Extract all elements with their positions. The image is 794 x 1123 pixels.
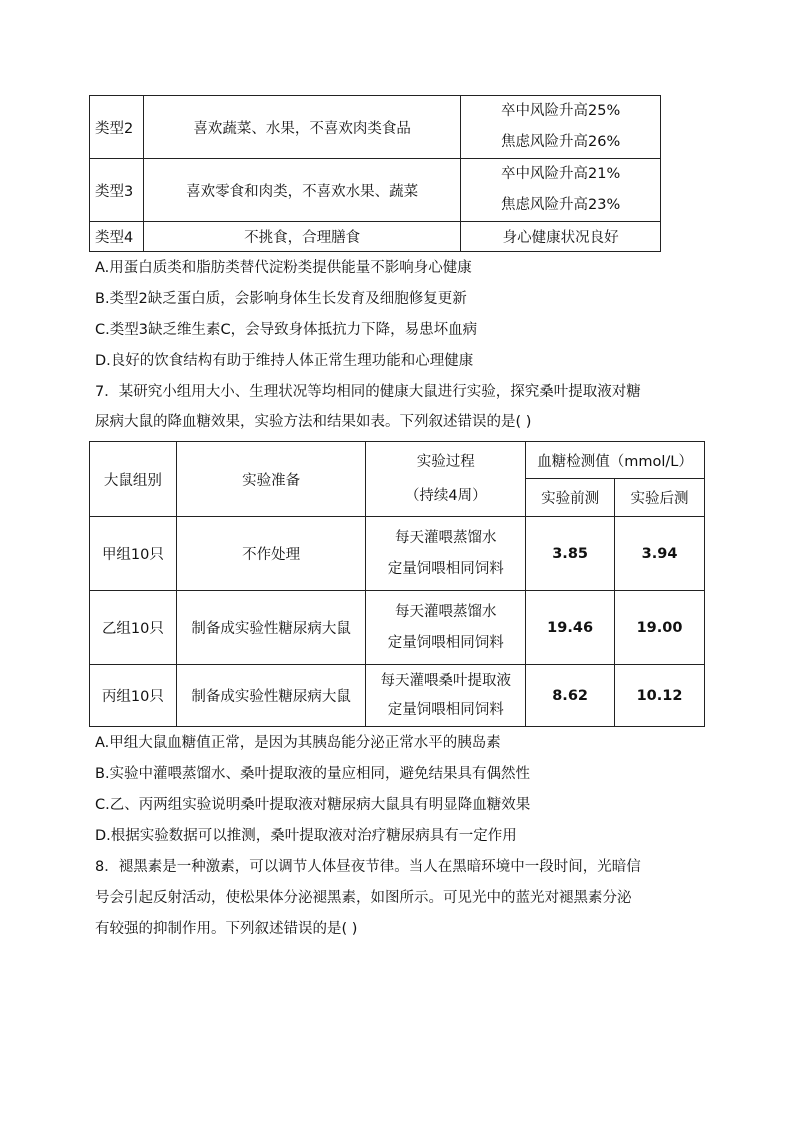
after-value: 10.12 <box>615 665 705 727</box>
process-cell <box>366 517 526 591</box>
effect-line: 焦虑风险升高23% <box>501 197 621 213</box>
header-glucose: 血糖检测值（mmol/L） <box>526 442 705 479</box>
effect-line: 卒中风险升高25% <box>501 103 621 119</box>
table-row <box>90 517 705 591</box>
process-cell <box>366 665 526 727</box>
header-process-title: 实验过程 <box>416 454 475 470</box>
question-8-stem: 8．褪黑素是一种激素，可以调节人体昼夜节律。当人在黑暗环境中一段时间，光暗信 <box>95 859 641 875</box>
table-row <box>90 591 705 665</box>
option-a: A.用蛋白质类和脂肪类替代淀粉类提供能量不影响身心健康 <box>95 260 472 276</box>
table-header-row <box>90 442 705 479</box>
type-cell: 类型3 <box>90 159 144 222</box>
header-before: 实验前测 <box>526 479 615 517</box>
after-value: 3.94 <box>615 517 705 591</box>
effect-cell <box>461 159 661 222</box>
header-process-duration: （持续4周） <box>404 488 487 504</box>
option-d: D.根据实验数据可以推测，桑叶提取液对治疗糖尿病具有一定作用 <box>95 828 517 844</box>
option-b: B.实验中灌喂蒸馏水、桑叶提取液的量应相同，避免结果具有偶然性 <box>95 766 531 782</box>
header-process <box>366 442 526 517</box>
process-line: 定量饲喂相同饲料 <box>387 634 504 651</box>
header-prep: 实验准备 <box>176 442 366 517</box>
process-cell <box>366 591 526 665</box>
type-cell: 类型2 <box>90 96 144 159</box>
process-line: 定量饲喂相同饲料 <box>387 560 504 577</box>
table-row <box>90 222 661 252</box>
effect-line: 焦虑风险升高26% <box>501 134 621 150</box>
effect-cell: 身心健康状况良好 <box>461 222 661 252</box>
header-after: 实验后测 <box>615 479 705 517</box>
table-row <box>90 665 705 727</box>
question-8-stem: 有较强的抑制作用。下列叙述错误的是( ) <box>95 921 358 937</box>
table-row <box>90 96 661 159</box>
process-line: 每天灌喂蒸馏水 <box>395 529 497 546</box>
after-value: 19.00 <box>615 591 705 665</box>
group-cell: 乙组10只 <box>90 591 177 665</box>
habit-cell: 喜欢蔬菜、水果，不喜欢肉类食品 <box>143 96 460 159</box>
process-line: 每天灌喂蒸馏水 <box>395 603 497 620</box>
prep-cell: 不作处理 <box>176 517 366 591</box>
group-cell: 甲组10只 <box>90 517 177 591</box>
before-value: 19.46 <box>526 591 615 665</box>
diet-type-table <box>89 95 661 252</box>
question-7-stem: 7．某研究小组用大小、生理状况等均相同的健康大鼠进行实验，探究桑叶提取液对糖 <box>95 384 641 400</box>
experiment-table <box>89 441 705 727</box>
habit-cell: 喜欢零食和肉类，不喜欢水果、蔬菜 <box>143 159 460 222</box>
header-group: 大鼠组别 <box>90 442 177 517</box>
before-value: 8.62 <box>526 665 615 727</box>
effect-line: 卒中风险升高21% <box>501 166 621 182</box>
option-b: B.类型2缺乏蛋白质，会影响身体生长发育及细胞修复更新 <box>95 291 467 307</box>
option-c: C.乙、丙两组实验说明桑叶提取液对糖尿病大鼠具有明显降血糖效果 <box>95 797 531 813</box>
before-value: 3.85 <box>526 517 615 591</box>
process-line: 每天灌喂桑叶提取液 <box>380 672 512 689</box>
table-row <box>90 159 661 222</box>
type-cell: 类型4 <box>90 222 144 252</box>
prep-cell: 制备成实验性糖尿病大鼠 <box>176 591 366 665</box>
effect-cell <box>461 96 661 159</box>
option-a: A.甲组大鼠血糖值正常，是因为其胰岛能分泌正常水平的胰岛素 <box>95 735 501 751</box>
question-7-stem: 尿病大鼠的降血糖效果，实验方法和结果如表。下列叙述错误的是( ) <box>95 414 532 430</box>
question-8-stem: 号会引起反射活动，使松果体分泌褪黑素，如图所示。可见光中的蓝光对褪黑素分泌 <box>95 890 632 906</box>
prep-cell: 制备成实验性糖尿病大鼠 <box>176 665 366 727</box>
group-cell: 丙组10只 <box>90 665 177 727</box>
process-line: 定量饲喂相同饲料 <box>387 701 504 718</box>
option-d: D.良好的饮食结构有助于维持人体正常生理功能和心理健康 <box>95 353 474 369</box>
habit-cell: 不挑食，合理膳食 <box>143 222 460 252</box>
option-c: C.类型3缺乏维生素C，会导致身体抵抗力下降，易患坏血病 <box>95 322 478 338</box>
